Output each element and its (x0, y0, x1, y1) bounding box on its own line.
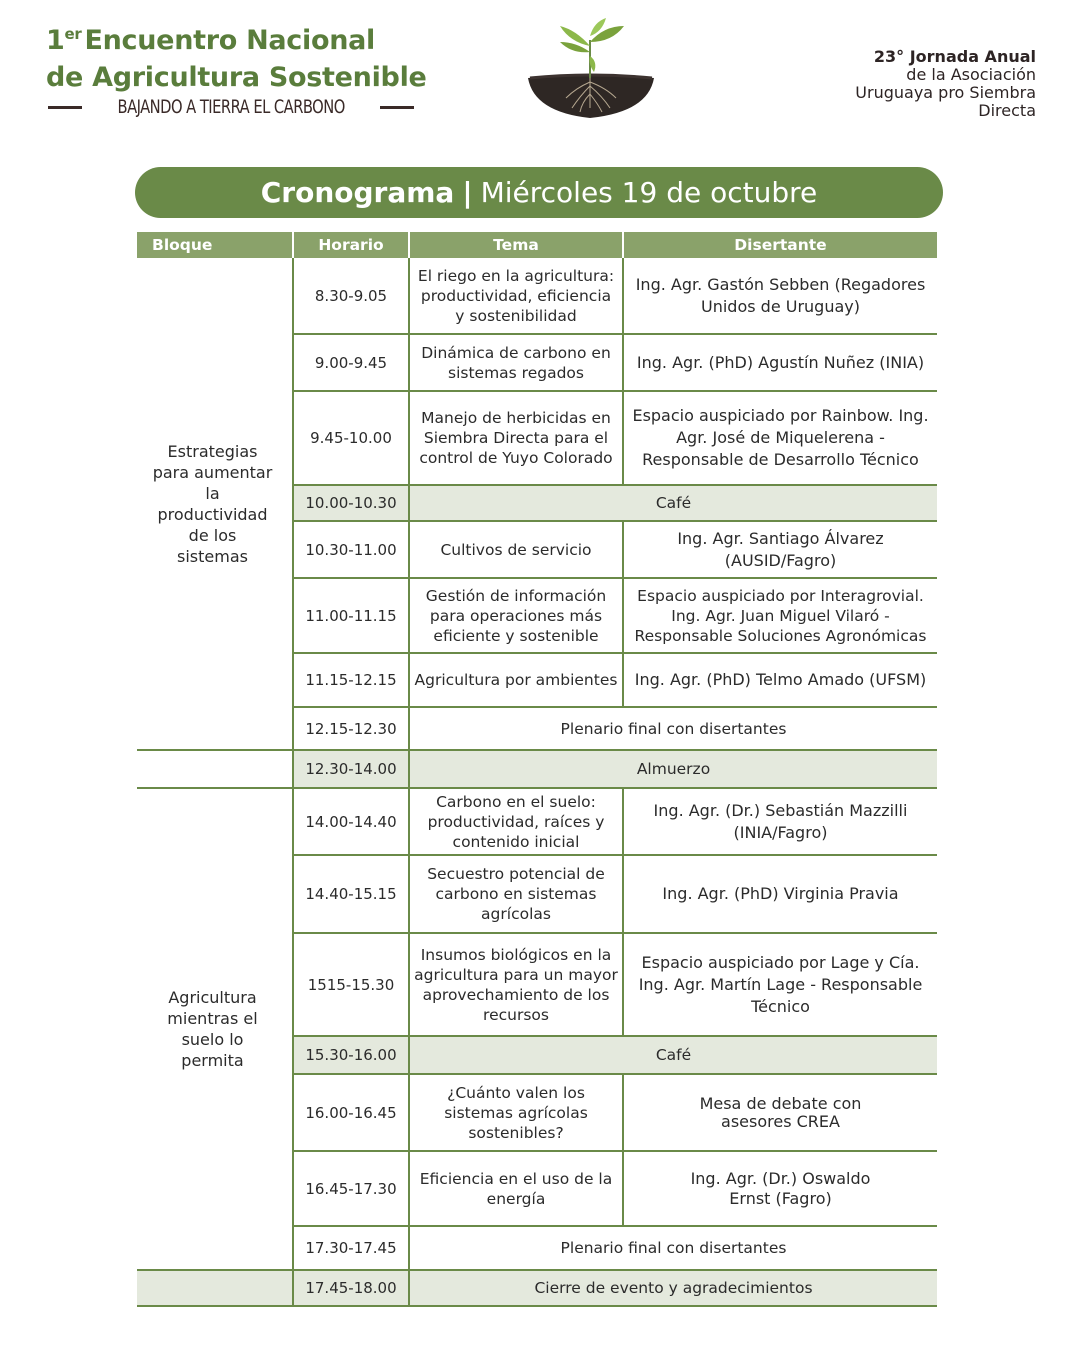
row-disertante: Espacio auspiciado por Rainbow. Ing. Agr. José de Miquelerena - Responsable de Desarrollo Técnico (623, 391, 937, 485)
table-row-lunch (137, 750, 937, 788)
row-tema: Agricultura por ambientes (409, 653, 623, 707)
table-header-row (137, 232, 937, 258)
row-tema: Insumos biológicos en la agricultura para un mayor aprovechamiento de los recursos (409, 933, 623, 1036)
row-time: 8.30-9.05 (293, 258, 409, 334)
row-time: 9.00-9.45 (293, 334, 409, 391)
title-superscript: er (64, 25, 82, 43)
row-disertante: Ing. Agr. (PhD) Telmo Amado (UFSM) (623, 653, 937, 707)
header-tema: Tema (409, 232, 623, 258)
row-tema: Manejo de herbicidas en Siembra Directa para el control de Yuyo Colorado (409, 391, 623, 485)
row-time: 10.00-10.30 (293, 485, 409, 521)
banner-date: Miércoles 19 de octubre (480, 176, 818, 209)
row-break-label: Almuerzo (409, 750, 937, 788)
row-span-label: Plenario final con disertantes (409, 1226, 937, 1270)
row-disertante: Espacio auspiciado por Lage y Cía. Ing. Agr. Martín Lage - Responsable Técnico (623, 933, 937, 1036)
row-tema: Gestión de información para operaciones más eficiente y sostenible (409, 578, 623, 653)
sprout-soil-logo (520, 12, 660, 122)
event-title (46, 24, 427, 94)
row-time: 17.45-18.00 (293, 1270, 409, 1306)
table-row-closing (137, 1270, 937, 1306)
title-line2: de Agricultura Sostenible (46, 62, 427, 93)
bloque-2: Agricultura mientras el suelo lo permita (137, 788, 293, 1270)
jornada-line1: 23° Jornada Anual (873, 47, 1036, 66)
row-disertante: Ing. Agr. (Dr.) Oswaldo Ernst (Fagro) (623, 1151, 937, 1226)
row-time: 16.00-16.45 (293, 1074, 409, 1151)
row-tema: El riego en la agricultura: productividad, eficiencia y sostenibilidad (409, 258, 623, 334)
row-break-label: Café (409, 485, 937, 521)
row-time: 12.15-12.30 (293, 707, 409, 750)
row-disertante: Ing. Agr. Santiago Álvarez (AUSID/Fagro) (623, 521, 937, 578)
jornada-line4: Directa (978, 101, 1036, 120)
row-time: 12.30-14.00 (293, 750, 409, 788)
tagline-row (48, 94, 414, 120)
table-row (137, 788, 937, 855)
empty-bloque-cell (137, 750, 293, 788)
row-break-label: Café (409, 1036, 937, 1074)
table-row (137, 258, 937, 334)
schedule-banner (135, 167, 943, 218)
header-horario: Horario (293, 232, 409, 258)
row-tema: Eficiencia en el uso de la energía (409, 1151, 623, 1226)
tagline-rule-left (48, 106, 82, 109)
row-time: 17.30-17.45 (293, 1226, 409, 1270)
jornada-line2: de la Asociación (906, 65, 1036, 84)
row-tema: Dinámica de carbono en sistemas regados (409, 334, 623, 391)
row-disertante: Ing. Agr. (PhD) Virginia Pravia (623, 855, 937, 933)
bloque-1: Estrategias para aumentar la productividad de los sistemas (137, 258, 293, 750)
row-time: 14.00-14.40 (293, 788, 409, 855)
header-disertante: Disertante (623, 232, 937, 258)
jornada-line3: Uruguaya pro Siembra (855, 83, 1036, 102)
banner-separator: | (462, 176, 473, 209)
row-disertante: Ing. Agr. (PhD) Agustín Nuñez (INIA) (623, 334, 937, 391)
row-time: 1515-15.30 (293, 933, 409, 1036)
schedule-table (137, 232, 937, 1307)
row-time: 11.15-12.15 (293, 653, 409, 707)
banner-title: Cronograma (260, 176, 455, 209)
row-time: 9.45-10.00 (293, 391, 409, 485)
row-tema: Carbono en el suelo: productividad, raíces y contenido inicial (409, 788, 623, 855)
row-time: 16.45-17.30 (293, 1151, 409, 1226)
tagline: BAJANDO A TIERRA EL CARBONO (117, 96, 345, 118)
row-span-label: Plenario final con disertantes (409, 707, 937, 750)
row-span-label: Cierre de evento y agradecimientos (409, 1270, 937, 1306)
header-bloque: Bloque (137, 232, 293, 258)
row-time: 15.30-16.00 (293, 1036, 409, 1074)
row-tema: ¿Cuánto valen los sistemas agrícolas sostenibles? (409, 1074, 623, 1151)
title-number: 1 (46, 25, 65, 56)
row-time: 14.40-15.15 (293, 855, 409, 933)
row-time: 11.00-11.15 (293, 578, 409, 653)
row-disertante: Ing. Agr. Gastón Sebben (Regadores Unidos de Uruguay) (623, 258, 937, 334)
row-tema: Cultivos de servicio (409, 521, 623, 578)
row-tema: Secuestro potencial de carbono en sistemas agrícolas (409, 855, 623, 933)
row-disertante: Ing. Agr. (Dr.) Sebastián Mazzilli (INIA/Fagro) (623, 788, 937, 855)
empty-bloque-cell (137, 1270, 293, 1306)
row-disertante: Mesa de debate con asesores CREA (623, 1074, 937, 1151)
tagline-rule-right (380, 106, 414, 109)
title-line1: Encuentro Nacional (84, 25, 376, 56)
jornada-info (855, 48, 1036, 120)
row-time: 10.30-11.00 (293, 521, 409, 578)
row-disertante: Espacio auspiciado por Interagrovial. Ing. Agr. Juan Miguel Vilaró - Responsable Soluciones Agronómicas (623, 578, 937, 653)
